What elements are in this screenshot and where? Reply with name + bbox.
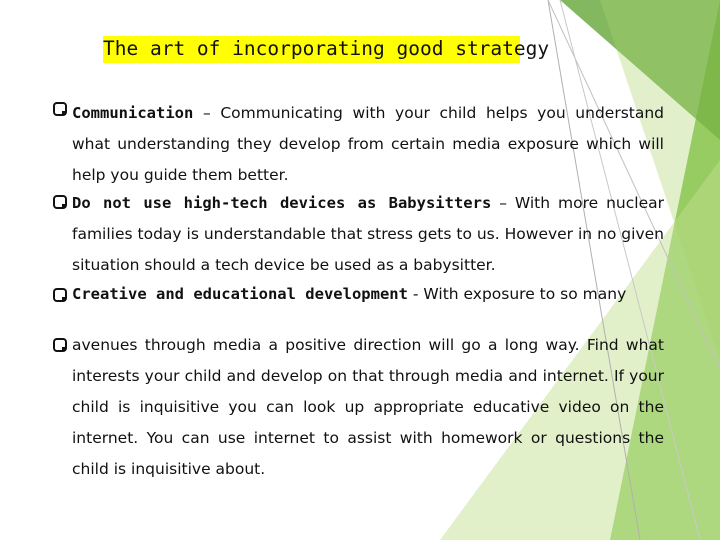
checkbox-bullet-icon <box>53 195 67 209</box>
checkbox-bullet-icon <box>53 102 67 116</box>
bullet-text: Communicating with your child helps you understand what understanding they develop from certain media exposure which will help you guide them better. <box>72 104 665 184</box>
checkbox-bullet-icon <box>53 288 67 302</box>
slide-title: The art of incorporating good strategy <box>103 37 550 60</box>
bullet-text: With exposure to so many <box>423 285 627 303</box>
bullet-communication <box>72 98 664 191</box>
bullet-separator: - <box>407 285 424 303</box>
bullet-heading: Do not use high-tech devices as Babysitters <box>72 194 492 212</box>
bullet-text: With more nuclear families today is understandable that stress gets to us. However in no given situation should a tech device be used as a babysitter. <box>72 194 664 274</box>
bullet-no-babysitters <box>72 188 664 281</box>
checkbox-bullet-icon <box>53 338 67 352</box>
bullet-heading: Creative and educational development <box>72 285 408 303</box>
bullet-heading: Communication <box>72 104 194 122</box>
bullet-separator: – <box>491 194 515 212</box>
bullet-avenues-media <box>72 330 664 485</box>
bullet-creative-development <box>72 282 664 306</box>
bullet-separator: – <box>193 104 221 122</box>
bullet-text: avenues through media a positive direction will go a long way. Find what interests your child and develop on that through media and internet. If your child is inquisitive you can look up appropriate educative video on the internet. You can use internet to assist with homework or questions the child is inquisitive about. <box>72 336 664 478</box>
